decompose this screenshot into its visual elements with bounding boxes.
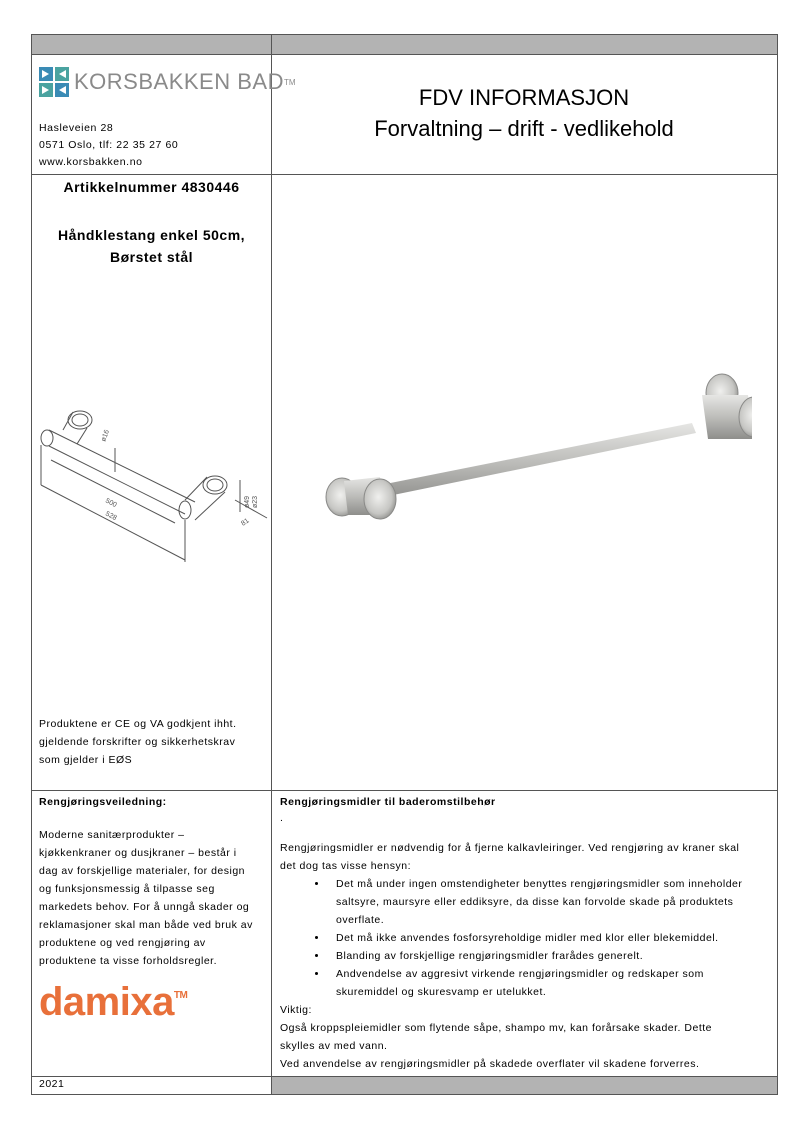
dim-diameter-16: ø16 [100, 428, 112, 443]
list-item: • Blanding av forskjellige rengjøringsmidler frarådes generelt. [328, 947, 775, 965]
approval-line: som gjelder i EØS [39, 754, 133, 766]
cleaning-agents-section [280, 793, 775, 1091]
dim-500: 500 [104, 497, 118, 510]
dim-81: 81 [240, 517, 251, 528]
outro-line: Også kroppspleiemidler som flytende såpe, shampo mv, kan forårsake skader. Dette [280, 1022, 712, 1034]
cleaning-guide-line: reklamasjoner skal man både ved bruk av [39, 919, 253, 931]
outro-line: Ved anvendelse av rengjøringsmidler på skadede overflater vil skadene forverres. [280, 1058, 700, 1070]
korsbakken-logo-icon [38, 66, 70, 98]
korsbakken-logo [38, 66, 296, 98]
product-name-line1: Håndklestang enkel 50cm, [57, 227, 246, 243]
article-number: Artikkelnummer 4830446 [63, 179, 240, 195]
cleaning-guide-line: kjøkkenkraner og dusjkraner – består i [39, 847, 237, 859]
cleaning-guide-line: dag av forskjellige materialer, for design [39, 865, 246, 877]
address-line: Hasleveien 28 [39, 122, 114, 134]
logo-text: KORSBAKKEN BAD [74, 69, 284, 94]
damixa-logo-tm: TM [173, 990, 188, 1001]
important-label: Viktig: [280, 1004, 312, 1016]
product-name [32, 224, 271, 268]
list-item: • Det må under ingen omstendigheter benyttes rengjøringsmidler som inneholder saltsyre, maursyre eller eddiksyre, da disse kan forvolde skade på produktets overflate. [328, 875, 775, 929]
product-image [292, 365, 752, 525]
damixa-logo-text: damixa [39, 980, 174, 1024]
top-bar [32, 35, 777, 54]
product-name-line2: Børstet stål [109, 249, 194, 265]
list-item: • Det må ikke anvendes fosforsyreholdige midler med klor eller blekemiddel. [328, 929, 775, 947]
footer-year: 2021 [39, 1078, 65, 1090]
cleaning-agents-intro: Rengjøringsmidler er nødvendig for å fjerne kalkavleiringer. Ved rengjøring av kraner skal [280, 842, 740, 854]
address-website: www.korsbakken.no [39, 156, 143, 168]
cleaning-guide-text [39, 826, 269, 970]
technical-drawing [35, 390, 269, 570]
approval-text [39, 715, 237, 769]
cleaning-guide-line: produktene og ved rengjøring av [39, 937, 206, 949]
cleaning-guide-line: produktene ta visse forholdsregler. [39, 955, 218, 967]
dim-528: 528 [104, 510, 118, 523]
cleaning-agents-list [280, 875, 775, 1001]
cleaning-guide-line: markedets behov. For å unngå skader og [39, 901, 250, 913]
list-item: • Andvendelse av aggresivt virkende rengjøringsmidler og redskaper som skuremiddel og skuresvamp er utelukket. [328, 965, 775, 1001]
cleaning-agents-dot: . [280, 812, 284, 824]
bottom-bar-right [272, 1077, 777, 1094]
cleaning-guide-heading: Rengjøringsveiledning: [39, 796, 167, 808]
fdv-document [31, 34, 778, 1095]
cleaning-guide-line: og funksjonsmessig å tilpasse seg [39, 883, 215, 895]
cleaning-guide-line: Moderne sanitærprodukter – [39, 829, 185, 841]
dim-diameter-49: ø49 [244, 495, 251, 508]
document-subtitle: Forvaltning – drift - vedlikehold [374, 116, 674, 141]
approval-line: Produktene er CE og VA godkjent ihht. [39, 718, 237, 730]
cleaning-agents-heading: Rengjøringsmidler til baderomstilbehør [280, 796, 496, 808]
document-title: FDV INFORMASJON [418, 85, 630, 110]
address-line: 0571 Oslo, tlf: 22 35 27 60 [39, 139, 179, 151]
dim-diameter-23: ø23 [252, 495, 259, 508]
cleaning-agents-intro: det dog tas visse hensyn: [280, 860, 411, 872]
approval-line: gjeldende forskrifter og sikkerhetskrav [39, 736, 236, 748]
outro-line: skylles av med vann. [280, 1040, 388, 1052]
damixa-logo [39, 980, 187, 1025]
logo-tm: TM [283, 77, 296, 87]
